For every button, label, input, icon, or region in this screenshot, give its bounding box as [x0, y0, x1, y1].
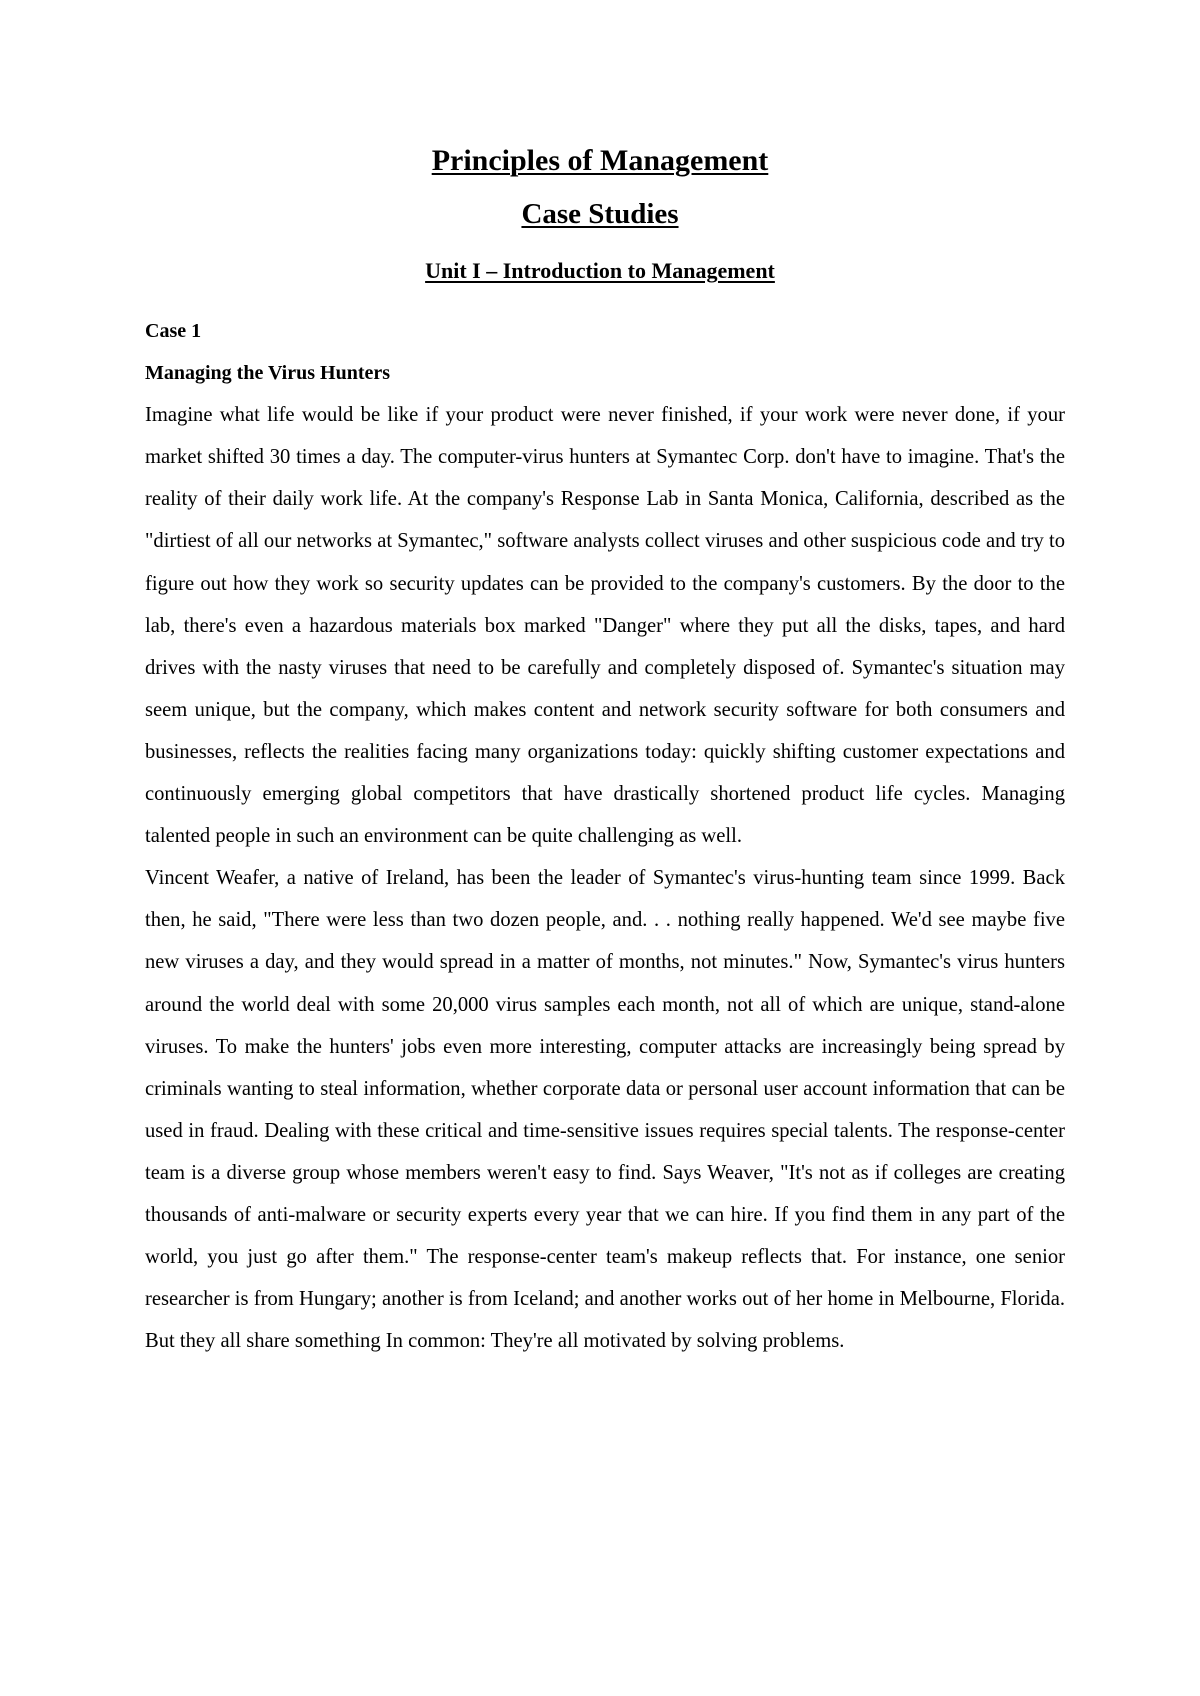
- case-title: Managing the Virus Hunters: [145, 362, 391, 385]
- document-subtitle: Case Studies: [521, 198, 679, 230]
- document-title: Principles of Management: [431, 144, 769, 177]
- case-label: Case 1: [145, 320, 202, 342]
- unit-heading: Unit I – Introduction to Management: [425, 258, 775, 283]
- case-paragraph-2: Vincent Weafer, a native of Ireland, has been the leader of Symantec's virus-hunting team since 1999. Back then, he said, "There were less than two dozen people, and. . . nothing really happened. We'd see maybe five new viruses a day, and they would spread in a matter of months, not minutes." Now, Symantec's virus hunters around the world deal with some 20,000 virus samples each month, not all of which are unique, stand-alone viruses. To make the hunters' jobs even more interesting, computer attacks are increasingly being spread by criminals wanting to steal information, whether corporate data or personal user account information that can be used in fraud. Dealing with these critical and time-sensitive issues requires special talents. The response-center team is a diverse group whose members weren't easy to find. Says Weaver, "It's not as if colleges are creating thousands of anti-malware or security experts every year that we can hire. If you find them in any part of the world, you just go after them." The response-center team's makeup reflects that. For instance, one senior researcher is from Hungary; another is from Iceland; and another works out of her home in Melbourne, Florida. But they all share something In common: They're all motivated by solving problems.: [145, 867, 1065, 1353]
- case-content: [145, 310, 1065, 1362]
- case-paragraph-1: Imagine what life would be like if your product were never finished, if your work were never done, if your market shifted 30 times a day. The computer-virus hunters at Symantec Corp. don't have to imagine. That's the reality of their daily work life. At the company's Response Lab in Santa Monica, California, described as the "dirtiest of all our networks at Symantec," software analysts collect viruses and other suspicious code and try to figure out how they work so security updates can be provided to the company's customers. By the door to the lab, there's even a hazardous materials box marked "Danger" where they put all the disks, tapes, and hard drives with the nasty viruses that need to be carefully and completely disposed of. Symantec's situation may seem unique, but the company, which makes content and network security software for both consumers and businesses, reflects the realities facing many organizations today: quickly shifting customer expectations and continuously emerging global competitors that have drastically shortened product life cycles. Managing talented people in such an environment can be quite challenging as well.: [145, 404, 1065, 848]
